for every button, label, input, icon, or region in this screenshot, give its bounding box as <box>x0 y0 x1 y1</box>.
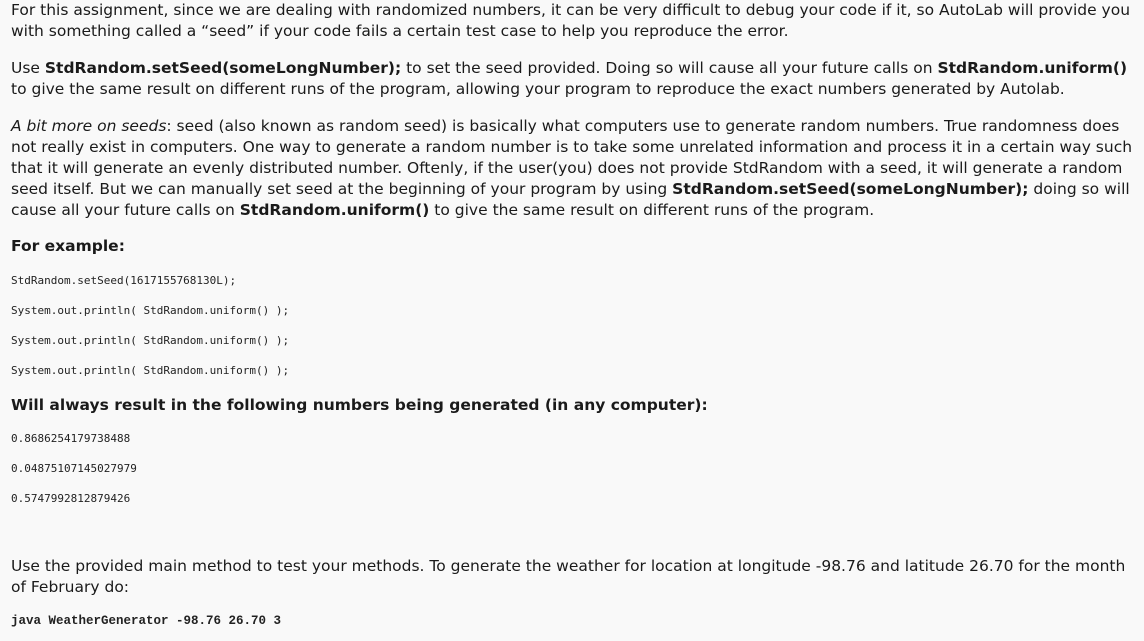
usage-lead: Use <box>11 59 45 77</box>
seeds-label: A bit more on seeds <box>11 117 167 135</box>
seeds-uniform-code: StdRandom.uniform() <box>239 201 430 219</box>
usage-mid: to set the seed provided. Doing so will cause all your future calls on <box>401 59 938 77</box>
main-method-paragraph: Use the provided main method to test your methods. To generate the weather for location at longitude -98.76 and latitude 26.70 for the month of February do: <box>11 557 1126 596</box>
set-seed-code: StdRandom.setSeed(someLongNumber); <box>44 59 402 77</box>
seeds-body-2: doing so will cause all your future calls on <box>11 180 1130 219</box>
result-heading: Will always result in the following numbers being generated (in any computer): <box>11 396 708 414</box>
seeds-body-1: : seed (also known as random seed) is basically what computers use to generate random numbers. True randomness does not really exist in computers. One way to generate a random number is to take some unrelated information and process it in a certain way such that it will generate an evenly distributed number. Oftenly, if the user(you) does not provide StdRandom with a seed, it will generate a random seed itself. But we can manually set seed at the beginning of your program by using <box>11 117 1133 198</box>
command-line: java WeatherGenerator -98.76 26.70 3 <box>11 614 282 628</box>
example-heading: For example: <box>11 237 125 255</box>
usage-tail: to give the same result on different runs of the program, allowing your program to reproduce the exact numbers generated by Autolab. <box>11 80 1065 98</box>
seeds-body-3: to give the same result on different runs of the program. <box>429 201 875 219</box>
example-code-line: System.out.println( StdRandom.uniform() ); <box>11 364 290 377</box>
result-number: 0.5747992812879426 <box>11 492 131 505</box>
intro-paragraph: For this assignment, since we are dealing with randomized numbers, it can be very difficult to debug your code if it, so AutoLab will provide you with something called a “seed” if your code fails a certain test case to help you reproduce the error. <box>11 1 1131 40</box>
result-number: 0.8686254179738488 <box>11 432 131 445</box>
example-code-line: System.out.println( StdRandom.uniform() ); <box>11 334 290 347</box>
seeds-paragraph <box>11 116 1135 221</box>
example-code-line: StdRandom.setSeed(1617155768130L); <box>11 274 237 287</box>
uniform-code: StdRandom.uniform() <box>937 59 1128 77</box>
example-code-line: System.out.println( StdRandom.uniform() ); <box>11 304 290 317</box>
seeds-set-seed-code: StdRandom.setSeed(someLongNumber); <box>672 180 1029 198</box>
result-number: 0.04875107145027979 <box>11 462 137 475</box>
usage-paragraph <box>11 58 1135 100</box>
